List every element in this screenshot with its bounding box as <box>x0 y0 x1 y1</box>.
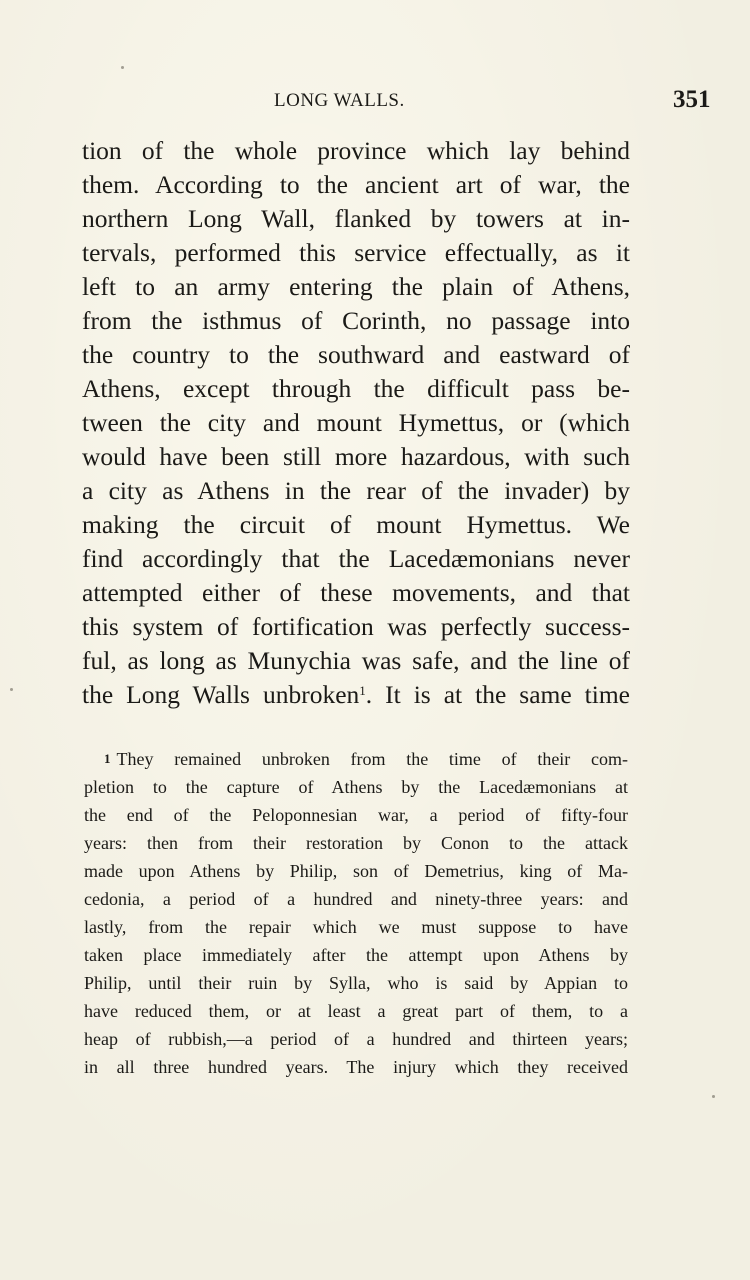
body-line: would have been still more hazardous, with such <box>82 442 630 471</box>
footnote-line: years: then from their restoration by Conon to the attack <box>84 833 628 853</box>
body-text-segment: . It is at the same time <box>365 680 630 709</box>
body-line: them. According to the ancient art of war, the <box>82 170 630 199</box>
footnote-line: lastly, from the repair which we must suppose to have <box>84 917 628 937</box>
body-line: tween the city and mount Hymettus, or (which <box>82 408 630 437</box>
body-line: a city as Athens in the rear of the invader) by <box>82 476 630 505</box>
footnote-text: They remained unbroken from the time of their com- <box>116 749 628 769</box>
footnote-line: taken place immediately after the attempt upon Athens by <box>84 945 628 965</box>
body-line: the country to the southward and eastward of <box>82 340 630 369</box>
footnote-line: made upon Athens by Philip, son of Demetrius, king of Ma- <box>84 861 628 881</box>
body-text-segment: the Long Walls unbroken <box>82 680 360 709</box>
paper-speck <box>712 1095 715 1098</box>
footnote-line: pletion to the capture of Athens by the Lacedæmonians at <box>84 777 628 797</box>
body-line: this system of fortification was perfectly success- <box>82 612 630 641</box>
paper-speck <box>121 66 124 69</box>
paper-speck <box>10 688 13 691</box>
running-title: LONG WALLS. <box>274 90 405 111</box>
footnote-line: cedonia, a period of a hundred and ninety-three years: and <box>84 889 628 909</box>
footnote-line: in all three hundred years. The injury which they received <box>84 1057 628 1077</box>
footnote <box>84 745 628 1081</box>
body-line: northern Long Wall, flanked by towers at in- <box>82 204 630 233</box>
body-line: attempted either of these movements, and that <box>82 578 630 607</box>
running-head <box>0 86 750 116</box>
body-line-last <box>82 678 630 712</box>
footnote-marker: 1 <box>104 751 111 766</box>
body-line: tion of the whole province which lay behind <box>82 136 630 165</box>
body-line: making the circuit of mount Hymettus. We <box>82 510 630 539</box>
footnote-line <box>84 745 628 773</box>
footnote-line: heap of rubbish,—a period of a hundred and thirteen years; <box>84 1029 628 1049</box>
footnote-line: have reduced them, or at least a great part of them, to a <box>84 1001 628 1021</box>
footnote-line: the end of the Peloponnesian war, a period of fifty-four <box>84 805 628 825</box>
body-line: left to an army entering the plain of Athens, <box>82 272 630 301</box>
footnote-reference[interactable]: 1 <box>359 683 366 698</box>
body-line: tervals, performed this service effectually, as it <box>82 238 630 267</box>
body-line: Athens, except through the difficult pass be- <box>82 374 630 403</box>
page-number: 351 <box>673 86 711 113</box>
body-line: from the isthmus of Corinth, no passage into <box>82 306 630 335</box>
body-text <box>82 134 630 712</box>
footnote-line: Philip, until their ruin by Sylla, who is said by Appian to <box>84 973 628 993</box>
body-line: ful, as long as Munychia was safe, and the line of <box>82 646 630 675</box>
body-line: find accordingly that the Lacedæmonians never <box>82 544 630 573</box>
